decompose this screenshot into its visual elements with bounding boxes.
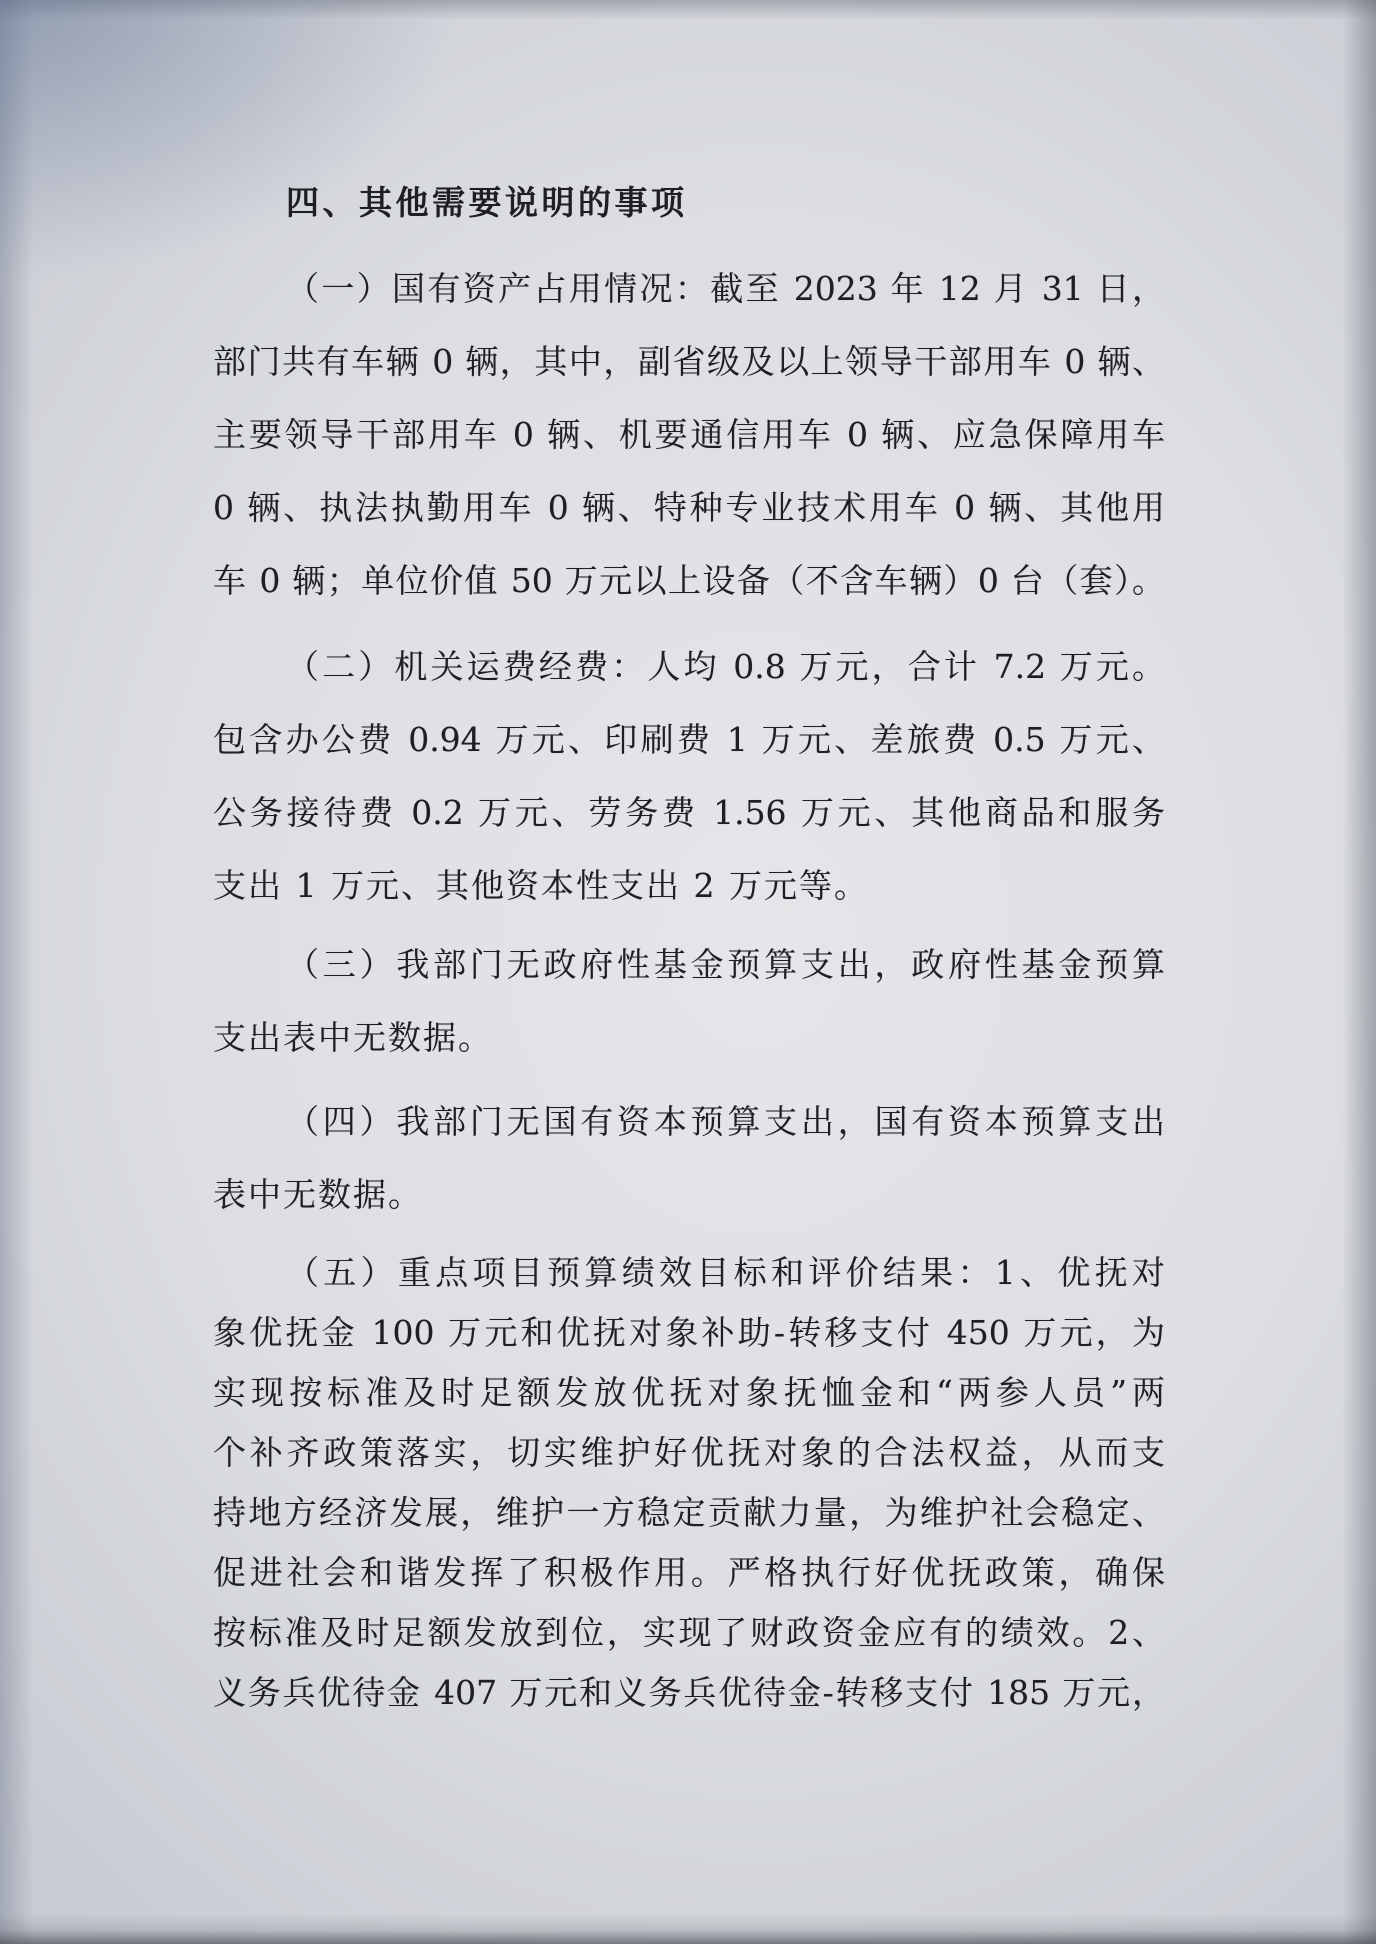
paragraph-line: （三）我部门无政府性基金预算支出，政府性基金预算: [286, 945, 1165, 984]
paragraph-line: 促进社会和谐发挥了积极作用。严格执行好优抚政策，确保: [213, 1553, 1165, 1592]
paragraph-line: 表中无数据。: [213, 1175, 423, 1214]
paragraph-key-project-performance: [213, 1243, 1165, 1723]
paragraph-line: 实现按标准及时足额发放优抚对象抚恤金和“两参人员”两: [213, 1373, 1165, 1412]
paragraph-state-assets: [213, 252, 1165, 617]
paragraph-line: 公务接待费 0.2 万元、劳务费 1.56 万元、其他商品和服务: [213, 793, 1165, 832]
paragraph-line: 持地方经济发展，维护一方稳定贡献力量，为维护社会稳定、: [213, 1493, 1165, 1532]
paragraph-line: 按标准及时足额发放到位，实现了财政资金应有的绩效。2、: [213, 1613, 1165, 1652]
paragraph-line: 车 0 辆；单位价值 50 万元以上设备（不含车辆）0 台（套）。: [213, 561, 1165, 600]
paragraph-line: 主要领导干部用车 0 辆、机要通信用车 0 辆、应急保障用车: [213, 415, 1165, 454]
paragraph-state-capital-budget: [213, 1085, 1165, 1231]
paragraph-line: （一）国有资产占用情况：截至 2023 年 12 月 31 日，: [286, 269, 1165, 308]
paragraph-line: （二）机关运费经费：人均 0.8 万元，合计 7.2 万元。: [286, 647, 1165, 686]
paragraph-line: 0 辆、执法执勤用车 0 辆、特种专业技术用车 0 辆、其他用: [213, 488, 1165, 527]
paragraph-line: （四）我部门无国有资本预算支出，国有资本预算支出: [286, 1102, 1165, 1141]
paragraph-line: 部门共有车辆 0 辆，其中，副省级及以上领导干部用车 0 辆、: [213, 342, 1165, 381]
paragraph-line: 个补齐政策落实，切实维护好优抚对象的合法权益，从而支: [213, 1433, 1165, 1472]
paragraph-operating-expenses: [213, 630, 1165, 922]
section-heading: 四、其他需要说明的事项: [286, 183, 688, 222]
paragraph-line: 支出 1 万元、其他资本性支出 2 万元等。: [213, 866, 869, 905]
paragraph-line: 义务兵优待金 407 万元和义务兵优待金-转移支付 185 万元，: [213, 1673, 1165, 1712]
paragraph-line: 包含办公费 0.94 万元、印刷费 1 万元、差旅费 0.5 万元、: [213, 720, 1165, 759]
paragraph-line: 象优抚金 100 万元和优抚对象补助-转移支付 450 万元，为: [213, 1313, 1165, 1352]
paragraph-line: （五）重点项目预算绩效目标和评价结果：1、优抚对: [286, 1253, 1165, 1292]
paragraph-line: 支出表中无数据。: [213, 1018, 493, 1057]
paragraph-government-fund-budget: [213, 928, 1165, 1074]
